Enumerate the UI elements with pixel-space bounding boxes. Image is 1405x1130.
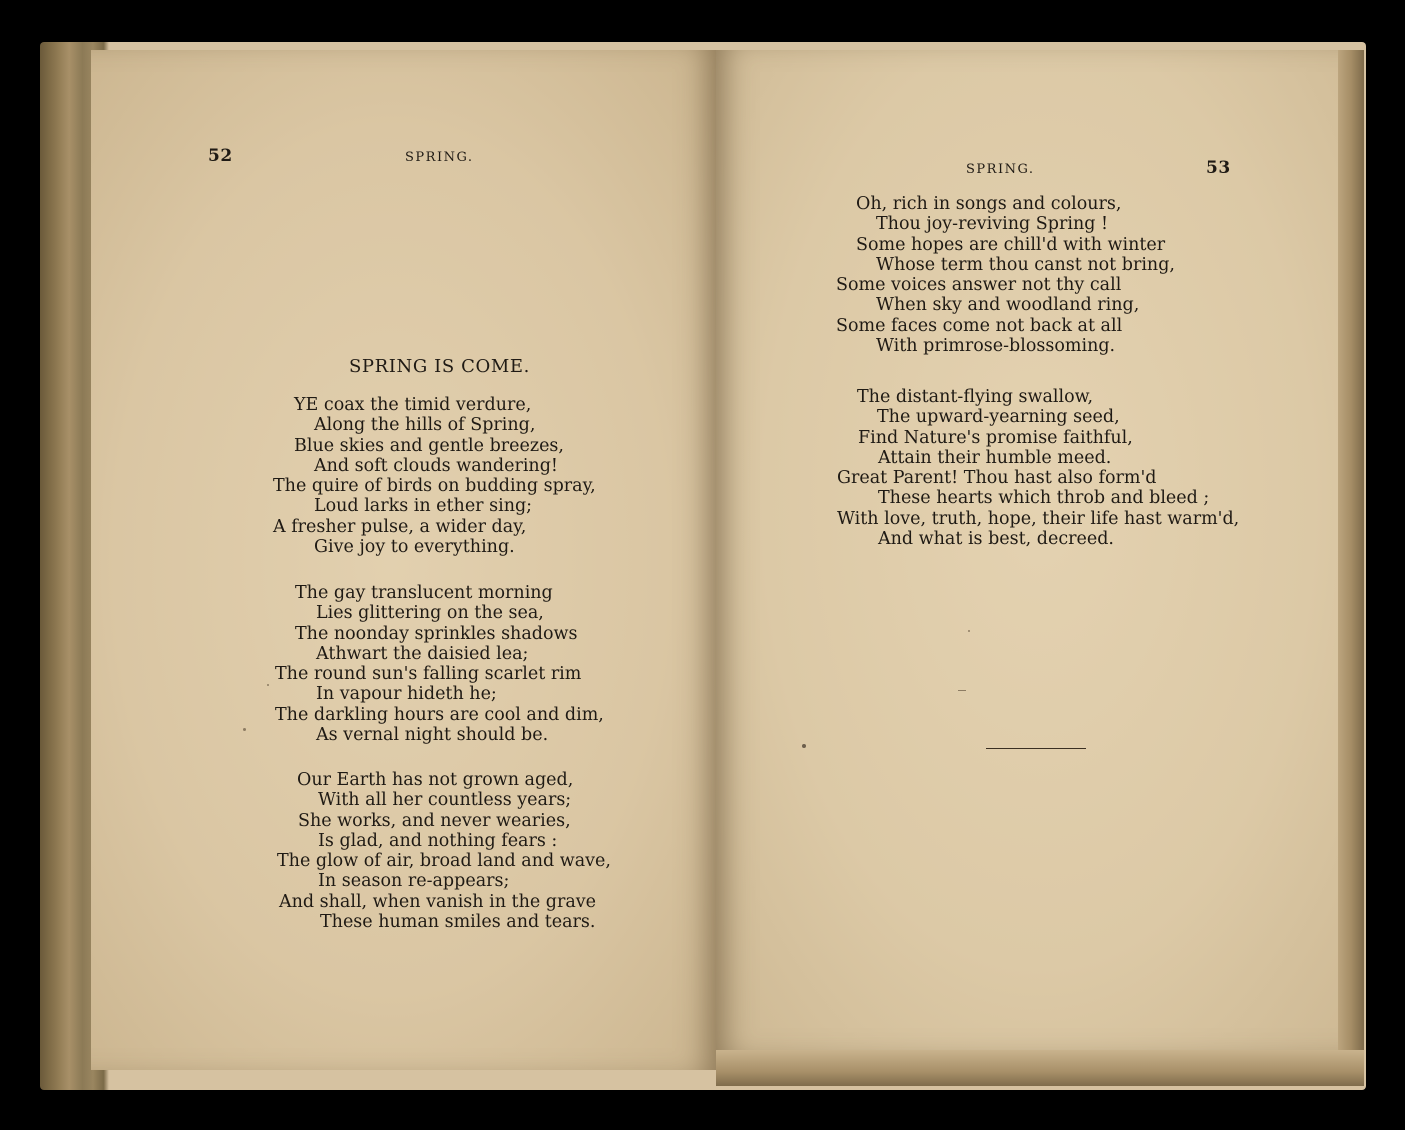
poem-line: A fresher pulse, a wider day, (273, 516, 527, 537)
page-number: 52 (208, 146, 233, 166)
poem-line: Thou joy-reviving Spring ! (876, 214, 1109, 235)
paper-fleck (267, 684, 269, 686)
stanza-1 (836, 194, 1175, 356)
closing-rule (986, 748, 1086, 749)
poem-line: Our Earth has not grown aged, (297, 770, 574, 790)
poem-line: Is glad, and nothing fears : (318, 830, 558, 851)
paper-fleck (243, 728, 246, 731)
page-number: 53 (1206, 158, 1231, 178)
stanza-3 (277, 770, 611, 932)
poem-line: The gay translucent morning (295, 583, 553, 603)
page-edges-bottom (716, 1050, 1364, 1086)
poem-line: And shall, when vanish in the grave (279, 891, 597, 912)
poem-line: YE coax the timid verdure, (294, 395, 532, 415)
poem-line: Lies glittering on the sea, (316, 603, 544, 624)
stanza-2 (837, 387, 1239, 549)
poem-line: Blue skies and gentle breezes, (294, 435, 564, 456)
left-page (91, 50, 716, 1070)
poem-line: Some voices answer not thy call (836, 275, 1122, 296)
poem-line: With love, truth, hope, their life hast warm'd, (837, 508, 1240, 529)
poem-line: The distant-flying swallow, (857, 387, 1094, 407)
poem-line: Along the hills of Spring, (314, 415, 536, 436)
poem-line: In season re-appears; (318, 871, 510, 892)
poem-line: Athwart the daisied lea; (316, 643, 529, 664)
poem-line: With all her countless years; (318, 790, 572, 811)
poem-line: Attain their humble meed. (878, 447, 1112, 468)
poem-line: And soft clouds wandering! (314, 455, 558, 476)
poem-line: The upward-yearning seed, (877, 407, 1120, 428)
poem-line: With primrose-blossoming. (876, 336, 1116, 357)
poem-line: The quire of birds on budding spray, (273, 476, 596, 497)
running-head: SPRING. (966, 162, 1035, 177)
poem-line: These human smiles and tears. (320, 912, 596, 933)
poem-line: Some hopes are chill'd with winter (856, 234, 1166, 255)
poem-line: Some faces come not back at all (836, 315, 1123, 336)
poem-line: Find Nature's promise faithful, (858, 427, 1133, 448)
poem-line: In vapour hideth he; (316, 684, 497, 705)
poem-line: Give joy to everything. (314, 537, 515, 558)
running-head: SPRING. (405, 150, 474, 165)
poem-line: As vernal night should be. (316, 725, 549, 746)
poem-line: The glow of air, broad land and wave, (277, 851, 611, 872)
poem-line: When sky and woodland ring, (876, 295, 1140, 316)
poem-line: The noonday sprinkles shadows (295, 623, 578, 644)
open-book (40, 42, 1366, 1090)
poem-line: Loud larks in ether sing; (314, 496, 533, 517)
stanza-1 (273, 395, 596, 557)
poem-title: SPRING IS COME. (349, 356, 530, 377)
poem-line: Whose term thou canst not bring, (876, 254, 1175, 275)
poem-line: The round sun's falling scarlet rim (275, 664, 582, 685)
poem-line: The darkling hours are cool and dim, (275, 704, 604, 725)
poem-line: Great Parent! Thou hast also form'd (837, 468, 1157, 489)
stanza-2 (273, 583, 604, 745)
poem-line: And what is best, decreed. (878, 529, 1114, 550)
poem-line: She works, and never wearies, (298, 810, 571, 831)
poem-line: Oh, rich in songs and colours, (856, 194, 1122, 214)
page-edges-right (1338, 50, 1364, 1080)
right-page (716, 50, 1338, 1050)
paper-fleck (968, 630, 970, 632)
paper-fleck (802, 744, 806, 748)
paper-fleck (958, 690, 966, 691)
poem-line: These hearts which throb and bleed ; (878, 488, 1210, 509)
